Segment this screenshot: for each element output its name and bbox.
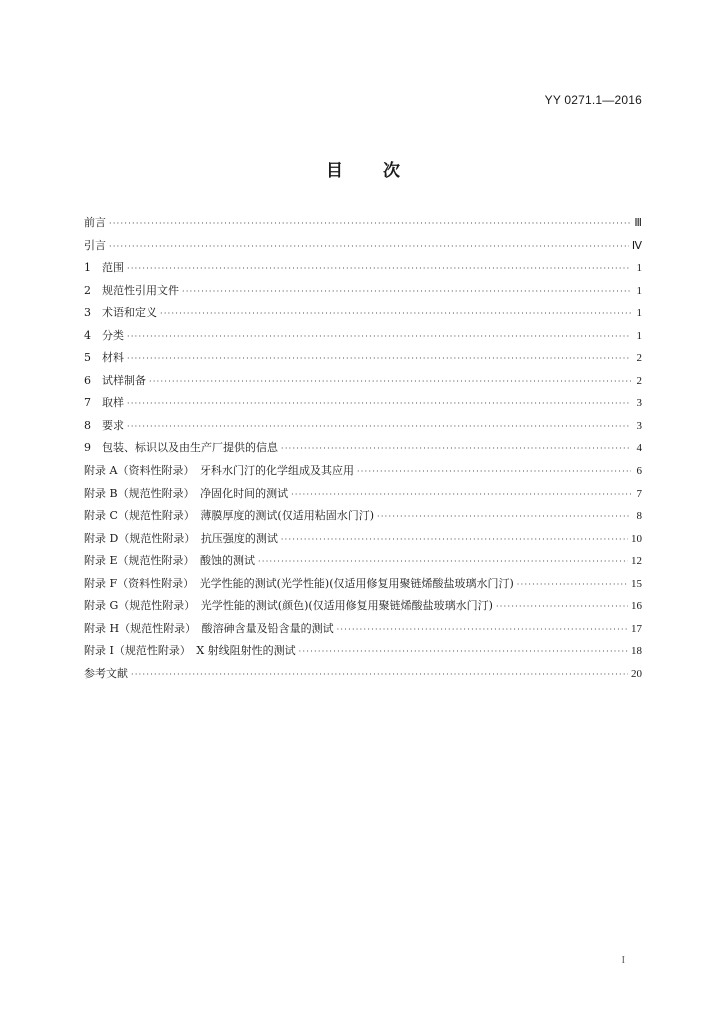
toc-entry-page: 3 [636,397,642,410]
toc-leader-dots [258,551,628,574]
toc-entry[interactable] [84,302,642,325]
title-char-2: 次 [383,161,400,181]
toc-leader-dots [182,281,631,304]
table-of-contents [84,212,642,685]
toc-leader-dots [127,393,631,416]
toc-entry-label: 3 术语和定义 [84,306,157,320]
footer-page-number: I [621,955,625,966]
toc-entry[interactable] [84,528,642,551]
toc-leader-dots [377,506,631,529]
toc-entry[interactable] [84,483,642,506]
toc-leader-dots [109,236,629,259]
toc-entry[interactable] [84,437,642,460]
toc-entry[interactable] [84,550,642,573]
toc-entry-page: Ⅳ [631,239,642,252]
toc-entry-label: 7 取样 [84,396,124,410]
toc-leader-dots [281,529,628,552]
toc-entry-label: 6 试样制备 [84,373,146,387]
toc-leader-dots [299,641,628,664]
standard-code: YY 0271.1—2016 [544,93,642,107]
toc-entry-label: 4 分类 [84,328,124,342]
toc-entry[interactable] [84,257,642,280]
toc-entry-label: 5 材料 [84,351,124,365]
toc-entry[interactable] [84,640,642,663]
toc-entry-page: 6 [636,465,642,478]
toc-entry-label: 附录 D（规范性附录） 抗压强度的测试 [84,531,278,545]
toc-entry[interactable] [84,460,642,483]
toc-leader-dots [109,213,631,236]
toc-leader-dots [127,348,631,371]
title-char-1: 目 [326,161,343,181]
toc-entry-label: 附录 E（规范性附录） 酸蚀的测试 [84,554,256,568]
toc-entry-page: 15 [631,577,642,590]
toc-leader-dots [127,326,631,349]
toc-entry-label: 9 包装、标识以及由生产厂提供的信息 [84,441,278,455]
page-title [0,156,726,181]
toc-entry-page: 3 [636,419,642,432]
toc-entry-page: 17 [631,622,642,635]
toc-entry-label: 参考文献 [84,666,128,680]
toc-entry-label: 1 范围 [84,261,124,275]
toc-entry-page: 2 [636,352,642,365]
toc-entry[interactable] [84,663,642,686]
toc-entry-page: 1 [636,329,642,342]
toc-entry[interactable] [84,347,642,370]
toc-leader-dots [357,461,631,484]
toc-leader-dots [517,574,628,597]
toc-leader-dots [149,371,631,394]
toc-entry-page: 1 [636,307,642,320]
toc-entry-label: 8 要求 [84,418,124,432]
toc-leader-dots [131,664,628,687]
toc-entry[interactable] [84,212,642,235]
toc-entry-page: 1 [636,262,642,275]
toc-entry[interactable] [84,573,642,596]
toc-entry-label: 附录 I（规范性附录） X 射线阻射性的测试 [84,644,296,658]
toc-entry-page: 1 [636,284,642,297]
toc-entry-label: 附录 B（规范性附录） 净固化时间的测试 [84,486,289,500]
toc-leader-dots [160,303,631,326]
toc-entry-page: 18 [631,645,642,658]
toc-leader-dots [337,619,628,642]
toc-entry-page: 8 [636,510,642,523]
toc-entry-page: 4 [636,442,642,455]
toc-entry[interactable] [84,505,642,528]
toc-entry[interactable] [84,595,642,618]
toc-entry-label: 2 规范性引用文件 [84,283,179,297]
toc-entry-label: 附录 H（规范性附录） 酸溶砷含量及铅含量的测试 [84,621,334,635]
toc-leader-dots [496,596,628,619]
toc-leader-dots [127,258,631,281]
toc-entry[interactable] [84,235,642,258]
toc-entry-label: 引言 [84,238,106,252]
toc-leader-dots [291,484,631,507]
toc-entry[interactable] [84,370,642,393]
toc-entry[interactable] [84,280,642,303]
toc-entry-page: 10 [631,532,642,545]
toc-entry-label: 附录 G（规范性附录） 光学性能的测试(颜色)(仅适用修复用聚链烯酸盐玻璃水门汀) [84,599,493,613]
toc-entry-label: 前言 [84,216,106,229]
toc-entry-page: 12 [631,555,642,568]
toc-entry-page: 2 [636,374,642,387]
toc-entry[interactable] [84,325,642,348]
toc-leader-dots [127,416,631,439]
toc-entry-label: 附录 A（资料性附录） 牙科水门汀的化学组成及其应用 [84,464,354,478]
toc-entry[interactable] [84,392,642,415]
toc-entry-label: 附录 C（规范性附录） 薄膜厚度的测试(仅适用粘固水门汀) [84,509,374,523]
toc-entry[interactable] [84,415,642,438]
toc-entry-page: 16 [631,600,642,613]
toc-entry-page: 7 [636,487,642,500]
toc-entry-page: 20 [631,667,642,680]
toc-entry[interactable] [84,618,642,641]
toc-entry-label: 附录 F（资料性附录） 光学性能的测试(光学性能)(仅适用修复用聚链烯酸盐玻璃水门汀) [84,576,514,590]
toc-leader-dots [281,438,631,461]
toc-entry-page: Ⅲ [634,217,642,229]
